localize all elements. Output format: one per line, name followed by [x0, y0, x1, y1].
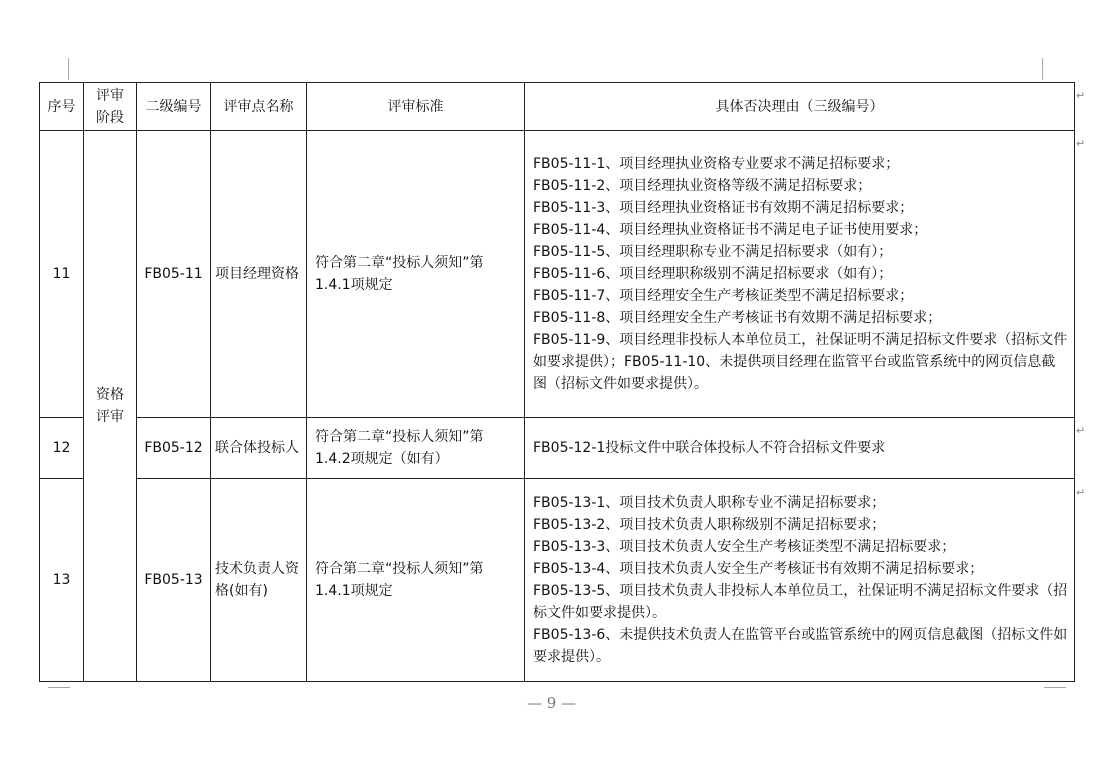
table-row: [40, 418, 1075, 479]
row-code: FB05-12: [137, 418, 211, 479]
row-end-mark: ↵: [1076, 486, 1086, 499]
reason-item: FB05-11-5、项目经理职称专业不满足招标要求（如有）；: [533, 244, 893, 260]
reason-item: FB05-13-3、项目技术负责人安全生产考核证类型不满足招标要求；: [533, 539, 956, 555]
row-end-mark: ↵: [1076, 424, 1086, 437]
table-row: [40, 131, 1075, 418]
header-point-name: 评审点名称: [211, 83, 307, 131]
row-reasons: [525, 418, 1075, 479]
crop-mark-top-right: [1042, 58, 1043, 80]
reason-item: FB05-13-1、项目技术负责人职称专业不满足招标要求；: [533, 495, 886, 511]
row-seq: 11: [40, 131, 84, 418]
reason-item: FB05-11-3、项目经理执业资格证书有效期不满足招标要求；: [533, 200, 914, 216]
reason-item: FB05-12-1投标文件中联合体投标人不符合招标文件要求: [533, 440, 886, 456]
reason-item: FB05-11-9、项目经理非投标人本单位员工，社保证明不满足招标文件要求（招标文件如要求提供）；FB05-11-10、未提供项目经理在监管平台或监管系统中的网页信息截图（招标文件如要求提供）。: [533, 332, 1068, 392]
row-point-name: 项目经理资格: [211, 131, 307, 418]
row-code: FB05-11: [137, 131, 211, 418]
row-standard: 符合第二章“投标人须知”第1.4.1项规定: [307, 131, 525, 418]
row-point-name: 技术负责人资格(如有): [211, 479, 307, 682]
header-level2-code: 二级编号: [137, 83, 211, 131]
row-end-mark: ↵: [1076, 89, 1086, 102]
reason-item: FB05-11-2、项目经理执业资格等级不满足招标要求；: [533, 178, 872, 194]
row-standard: 符合第二章“投标人须知”第1.4.2项规定（如有）: [307, 418, 525, 479]
header-stage: 评审阶段: [84, 83, 137, 131]
header-standard: 评审标准: [307, 83, 525, 131]
reason-item: FB05-11-4、项目经理执业资格证书不满足电子证书使用要求；: [533, 222, 928, 238]
row-seq: 12: [40, 418, 84, 479]
crop-mark-top-left: [68, 58, 69, 80]
header-seq: 序号: [40, 83, 84, 131]
stage-cell: 资格评审: [84, 131, 137, 682]
page-number: — 9 —: [526, 694, 577, 712]
crop-mark-bottom-right: [1044, 687, 1066, 688]
reason-item: FB05-11-8、项目经理安全生产考核证书有效期不满足招标要求；: [533, 310, 942, 326]
row-code: FB05-13: [137, 479, 211, 682]
row-standard: 符合第二章“投标人须知”第1.4.1项规定: [307, 479, 525, 682]
row-seq: 13: [40, 479, 84, 682]
reason-item: FB05-11-7、项目经理安全生产考核证类型不满足招标要求；: [533, 288, 914, 304]
header-row: [40, 83, 1075, 131]
reason-item: FB05-11-1、项目经理执业资格专业要求不满足招标要求；: [533, 156, 900, 172]
row-point-name: 联合体投标人: [211, 418, 307, 479]
reason-item: FB05-13-4、项目技术负责人安全生产考核证书有效期不满足招标要求；: [533, 561, 984, 577]
row-reasons: [525, 131, 1075, 418]
reason-item: FB05-13-5、项目技术负责人非投标人本单位员工，社保证明不满足招标文件要求（招标文件如要求提供）。: [533, 583, 1068, 621]
header-reason: 具体否决理由（三级编号）: [525, 83, 1075, 131]
crop-mark-bottom-left: [48, 687, 70, 688]
reason-item: FB05-13-6、未提供技术负责人在监管平台或监管系统中的网页信息截图（招标文件如要求提供）。: [533, 627, 1068, 665]
table-row: [40, 479, 1075, 682]
review-table: [39, 82, 1075, 682]
reason-item: FB05-13-2、项目技术负责人职称级别不满足招标要求；: [533, 517, 886, 533]
row-reasons: [525, 479, 1075, 682]
reason-item: FB05-11-6、项目经理职称级别不满足招标要求（如有）；: [533, 266, 893, 282]
row-end-mark: ↵: [1076, 137, 1086, 150]
